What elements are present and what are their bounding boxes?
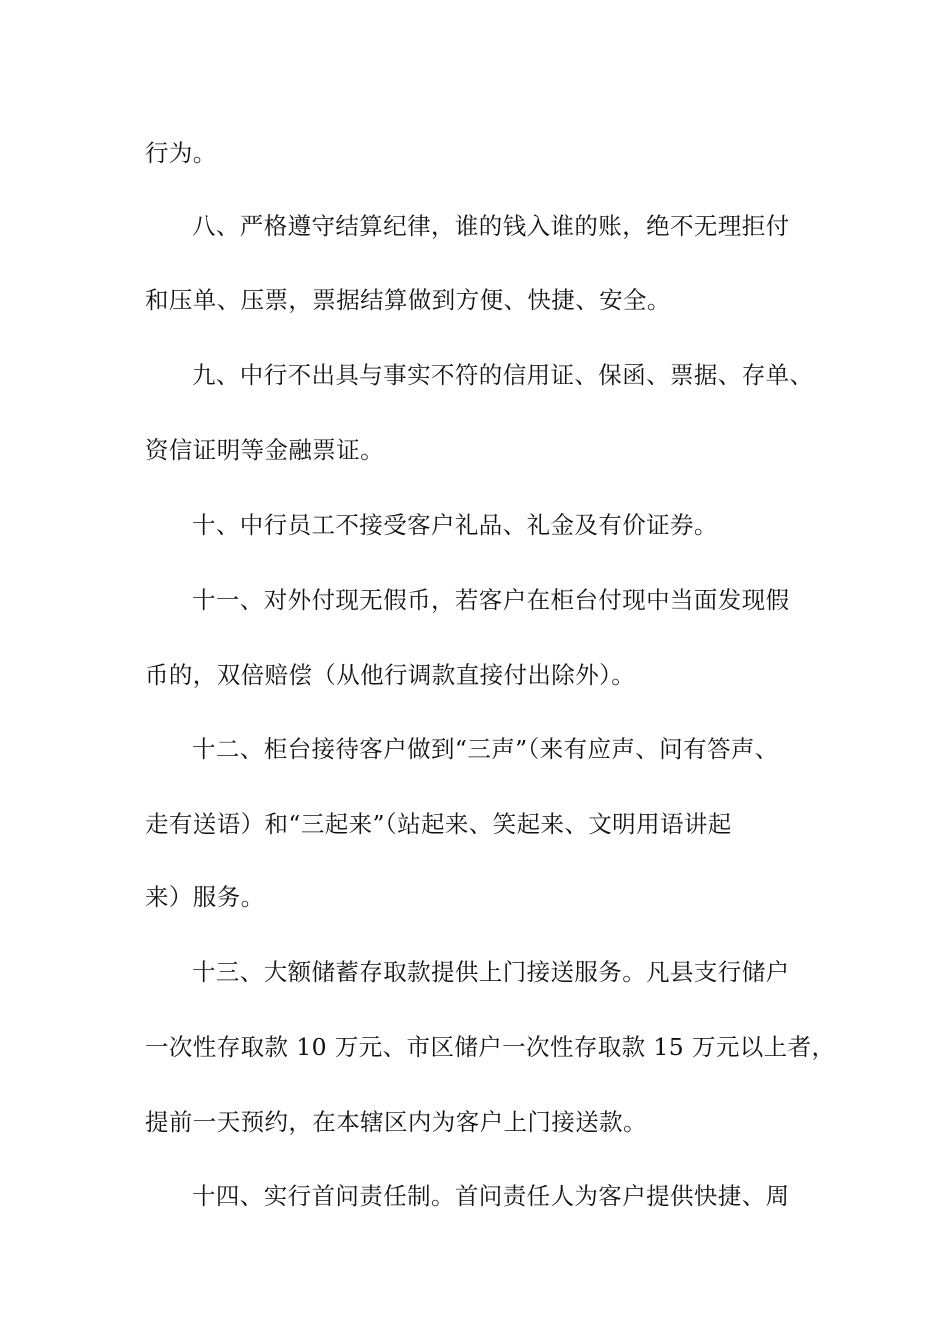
- paragraph-9-line-1: 九、中行不出具与事实不符的信用证、保函、票据、存单、: [192, 361, 814, 389]
- paragraph-13-line-2: 一次性存取款 10 万元、市区储户一次性存取款 15 万元以上者，: [145, 1033, 836, 1061]
- paragraph-12-line-3: 来）服务。: [145, 883, 265, 911]
- paragraph-11-line-2: 币的，双倍赔偿（从他行调款直接付出除外）。: [145, 661, 636, 689]
- paragraph-14-line-1: 十四、实行首问责任制。首问责任人为客户提供快捷、周: [192, 1182, 790, 1210]
- paragraph-9-line-2: 资信证明等金融票证。: [145, 436, 384, 464]
- paragraph-8-line-2: 和压单、压票，票据结算做到方便、快捷、安全。: [145, 286, 671, 314]
- paragraph-11-line-1: 十一、对外付现无假币，若客户在柜台付现中当面发现假: [192, 586, 790, 614]
- text-line: 行为。: [145, 139, 217, 167]
- paragraph-12-line-2: 走有送语）和“三起来”（站起来、笑起来、文明用语讲起: [145, 810, 732, 838]
- paragraph-13-line-1: 十三、大额储蓄存取款提供上门接送服务。凡县支行储户: [192, 958, 790, 986]
- paragraph-12-line-1: 十二、柜台接待客户做到“三声”（来有应声、问有答声、: [192, 735, 779, 763]
- paragraph-8-line-1: 八、严格遵守结算纪律，谁的钱入谁的账，绝不无理拒付: [192, 212, 790, 240]
- paragraph-13-line-3: 提前一天预约，在本辖区内为客户上门接送款。: [145, 1108, 647, 1136]
- paragraph-10-line-1: 十、中行员工不接受客户礼品、礼金及有价证券。: [192, 511, 718, 539]
